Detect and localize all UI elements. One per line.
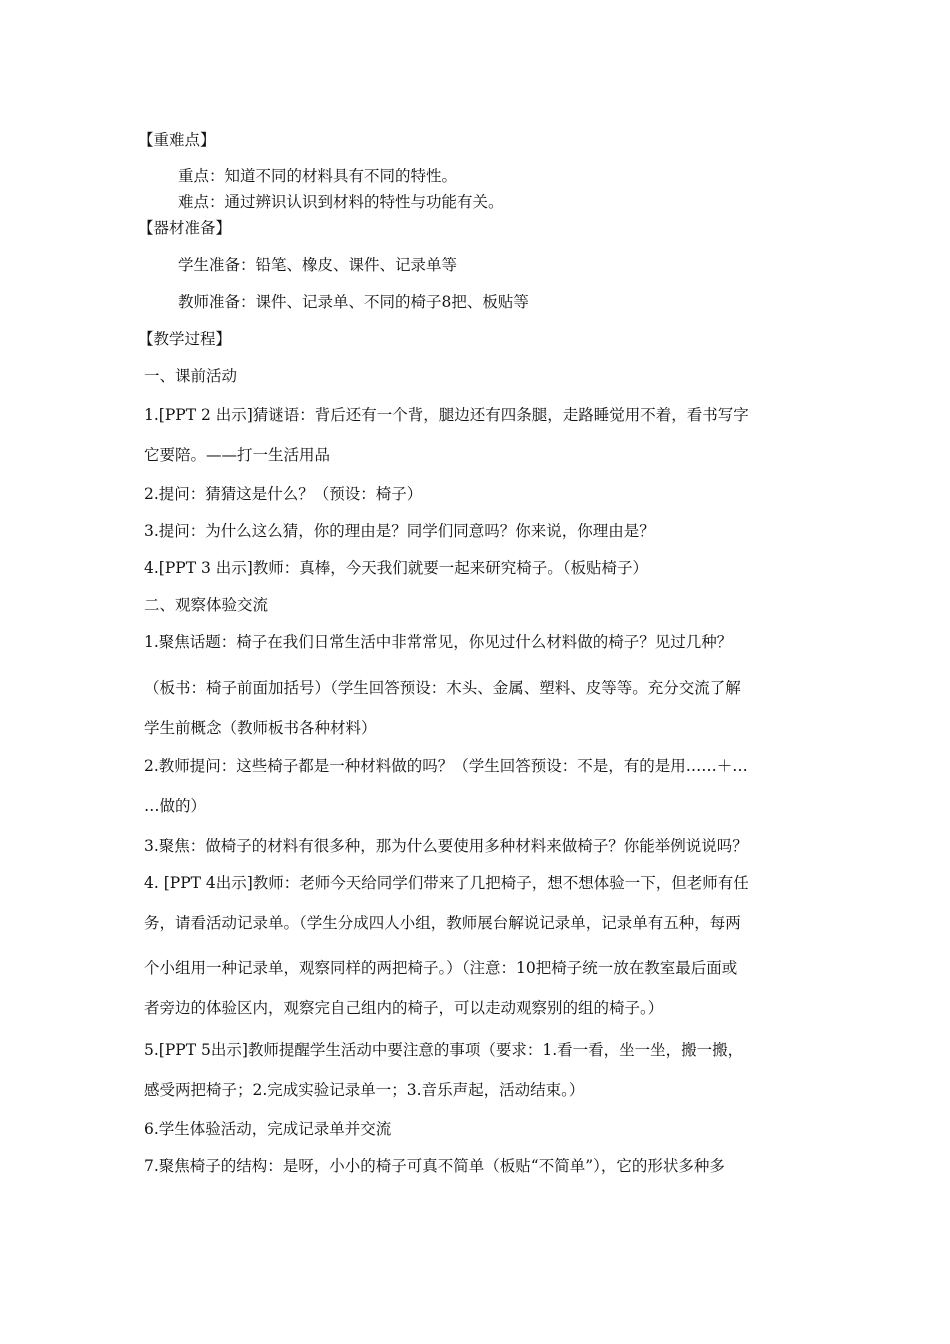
materials-heading: 【器材准备】 (138, 219, 232, 237)
paragraph: 7.聚焦椅子的结构：是呀，小小的椅子可真不简单（板贴“不简单”），它的形状多种多 (144, 1157, 725, 1175)
paragraph: （板书：椅子前面加括号）（学生回答预设：木头、金属、塑料、皮等等。充分交流了解 (144, 679, 741, 697)
paragraph: 2.教师提问：这些椅子都是一种材料做的吗？（学生回答预设：不是，有的是用……＋… (144, 757, 748, 775)
difficulty-point: 难点：通过辨识认识到材料的特性与功能有关。 (178, 193, 504, 211)
process-heading: 【教学过程】 (138, 330, 232, 348)
paragraph: 5.[PPT 5出示]教师提醒学生活动中要注意的事项（要求：1.看一看，坐一坐，搬一搬， (144, 1041, 744, 1059)
part1-title: 一、课前活动 (144, 367, 238, 385)
paragraph: …做的） (144, 797, 207, 815)
focus-point: 重点：知道不同的材料具有不同的特性。 (178, 167, 458, 185)
paragraph: 2.提问：猜猜这是什么？（预设：椅子） (144, 485, 423, 503)
paragraph: 4. [PPT 4出示]教师：老师今天给同学们带来了几把椅子，想不想体验一下，但老师有任 (144, 874, 749, 892)
key-points-heading: 【重难点】 (138, 131, 216, 149)
paragraph: 者旁边的体验区内，观察完自己组内的椅子，可以走动观察别的组的椅子。） (144, 999, 664, 1017)
paragraph: 学生前概念（教师板书各种材料） (144, 719, 377, 737)
paragraph: 1.[PPT 2 出示]猜谜语：背后还有一个背，腿边还有四条腿，走路睡觉用不着，看书写字 (144, 406, 749, 424)
paragraph: 3.聚焦：做椅子的材料有很多种，那为什么要使用多种材料来做椅子？你能举例说说吗？ (144, 837, 748, 855)
paragraph: 务，请看活动记录单。（学生分成四人小组，教师展台解说记录单，记录单有五种，每两 (144, 914, 741, 932)
paragraph: 感受两把椅子；2.完成实验记录单一；3.音乐声起，活动结束。） (144, 1081, 585, 1099)
paragraph: 个小组用一种记录单，观察同样的两把椅子。）（注意：10把椅子统一放在教室最后面或 (144, 959, 738, 977)
student-materials: 学生准备：铅笔、橡皮、课件、记录单等 (178, 256, 458, 274)
paragraph: 4.[PPT 3 出示]教师：真棒，今天我们就要一起来研究椅子。（板贴椅子） (144, 559, 649, 577)
paragraph: 6.学生体验活动，完成记录单并交流 (144, 1120, 392, 1138)
teacher-materials: 教师准备：课件、记录单、不同的椅子8把、板贴等 (178, 293, 529, 311)
paragraph: 它要陪。——打一生活用品 (144, 446, 331, 464)
paragraph: 1.聚焦话题：椅子在我们日常生活中非常常见，你见过什么材料做的椅子？见过几种？ (144, 633, 733, 651)
paragraph: 3.提问：为什么这么猜，你的理由是？同学们同意吗？你来说，你理由是？ (144, 522, 655, 540)
part2-title: 二、观察体验交流 (144, 596, 269, 614)
